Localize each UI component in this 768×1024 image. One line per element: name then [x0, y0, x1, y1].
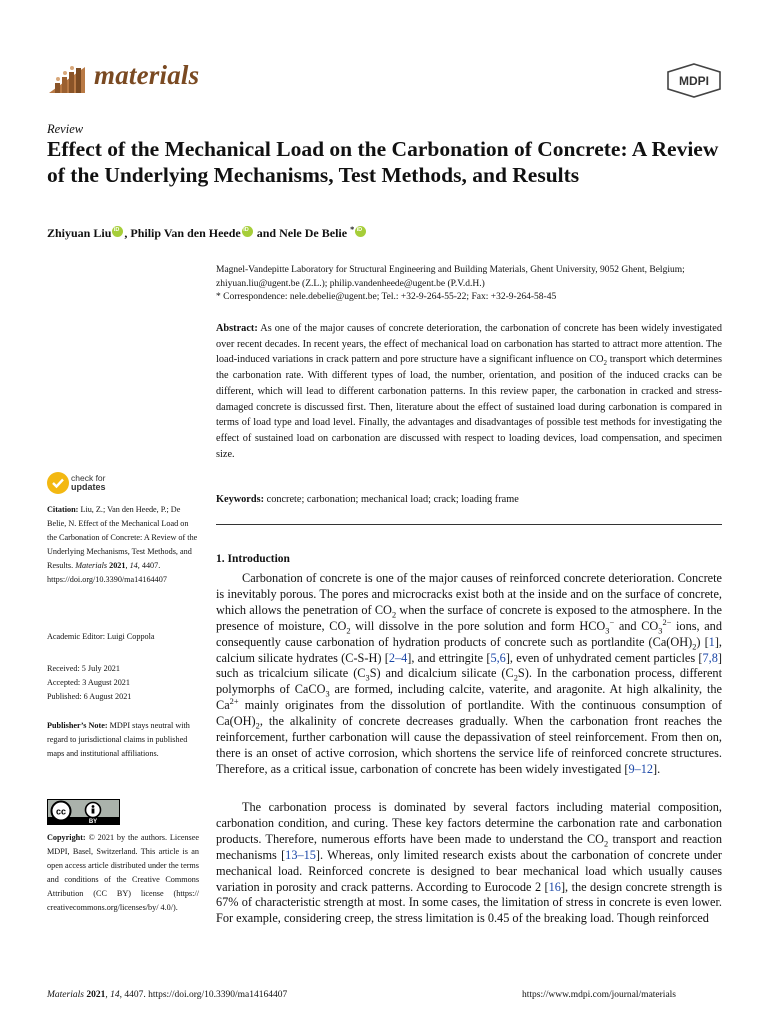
publication-dates: [47, 662, 199, 704]
citation-label: Citation:: [47, 505, 79, 514]
author-name[interactable]: Philip Van den Heede: [130, 226, 241, 240]
corresponding-marker: *: [350, 225, 355, 234]
section-heading-introduction: 1. Introduction: [216, 553, 290, 565]
citation: Citation: Liu, Z.; Van den Heede, P.; De Belie, N. Effect of the Mechanical Load on the Carbonation of Concrete: A Review of the Underlying Mechanisms, Test Methods, and Results. Materials 2021, 14, 4407. https://doi.org/10.3390/ma14164407: [47, 505, 198, 584]
abstract-text: As one of the major causes of concrete deterioration, the carbonation of concrete has been widely investigated over recent decades. In recent years, the effect of mechanical load on carbonation has started to attract more attention. The load-induced variations in crack pattern and pore structure have a significant influence on CO: [216, 323, 722, 366]
orcid-icon[interactable]: [112, 226, 123, 237]
check-for-updates-badge[interactable]: [47, 472, 127, 494]
citation-doi[interactable]: , 4407. https://doi.org/10.3390/ma14164407: [47, 560, 167, 584]
accepted-date: Accepted: 3 August 2021: [47, 677, 130, 687]
journal-name: materials: [94, 60, 200, 90]
footer-journal-url[interactable]: https://www.mdpi.com/journal/materials: [522, 990, 676, 1000]
keywords-label: Keywords:: [216, 494, 265, 505]
author-list: [47, 226, 367, 241]
section-divider: [216, 524, 722, 525]
body-paragraph: The carbonation process is dominated by several factors including material composition, carbonation condition, and curing. These key factors determine the carbonation rate and carbonation products. Therefore, numerous efforts have been made to understand the $CO_2$ transport and reaction mechanisms [13–15]. Whereas, only limited research exists about the carbonation of concrete under mechanical load. Reinforced concrete is designed to bear mechanical load which usually causes variation in porosity and crack patterns. According to Eurocode 2 [16], the design concrete strength is 67% of characteristic strength at most. In some cases, the limitation of stress in concrete is even lower. For example, considering creep, the stress limitation is 0.45 of the breaking load. Though reinforced: [216, 800, 722, 926]
cc-icon: cc: [55, 806, 67, 817]
abstract: Abstract: As one of the major causes of concrete deterioration, the carbonation of concrete has been widely investigated over recent decades. In recent years, the effect of mechanical load on carbonation has started to attract more attention. The load-induced variations in crack pattern and pore structure have a significant influence on $CO_2$ transport which determines the carbonation rate. With different types of load, the number, orientation, and position of the induced cracks can be different, which will lead to different carbonation patterns. In this review paper, the carbonation in cracked and stress-damaged concrete is discussed first. Then, literature about the effect of sustained load during carbonation is compared in terms of load type and load level. Finally, the advantages and disadvantages of possible test methods for investigating the effect of sustained load on carbonation are discussed with respect to loading devices, load compensation, and specimen size.: [216, 323, 722, 460]
citation-year: 2021: [109, 560, 126, 570]
author-separator: ,: [124, 226, 131, 240]
citation-text: Liu, Z.; Van den Heede, P.; De Belie, N. Effect of the Mechanical Load on the Carbonation of Concrete: A Review of the Underlying Mechanisms, Test Methods, and Results.: [47, 505, 198, 570]
author-separator: and: [253, 226, 280, 240]
abstract-text: transport which determines the carbonation rate. With different types of load, the number, orientation, and position of the induced cracks can be different, which will lead to different carbonation patterns. In this review paper, the carbonation in cracked and stress-damaged concrete is discussed first. Then, literature about the effect of sustained load during carbonation is compared in terms of load type and load level. Finally, the advantages and disadvantages of possible test methods for investigating the effect of sustained load on carbonation are discussed with respect to loading devices, load compensation, and specimen size.: [216, 354, 722, 460]
affiliation: Magnel-Vandepitte Laboratory for Structural Engineering and Building Materials, Ghent University, 9052 Ghent, Belgium; zhiyuan.liu@ugent.be (Z.L.); philip.vandenheede@ugent.be (P.V.d.H.): [216, 265, 685, 289]
copyright-label: Copyright:: [47, 833, 86, 842]
footer-doi-link[interactable]: , 4407. https://doi.org/10.3390/ma14164407: [119, 990, 288, 1000]
author-name[interactable]: Nele De Belie: [279, 226, 348, 240]
check-updates-line2: updates: [71, 482, 106, 492]
cc-by-text: BY: [88, 819, 98, 824]
citation-link[interactable]: 13–15: [285, 847, 316, 862]
orcid-icon[interactable]: [355, 226, 366, 237]
publisher-note: [47, 719, 199, 761]
keywords-text: concrete; carbonation; mechanical load; crack; loading frame: [266, 494, 519, 505]
citation-link[interactable]: 2–4: [388, 650, 408, 665]
orcid-icon[interactable]: [242, 226, 253, 237]
body-paragraph: Carbonation of concrete is one of the major causes of reinforced concrete deterioration. Concrete is inevitably porous. The pores and microcracks exist both at the inside and on the surface of concrete, which allows the penetration of $CO_2$ when the surface of concrete is exposed to the atmosphere. In the presence of moisture, $CO_2$ will dissolve in the pore solution and form $HCO_3^-$ and $CO_3^{2-}$ ions, and consequently cause carbonation of hydration products of concrete such as portlandite $(Ca(OH)_2)$ [1], calcium silicate hydrates (C-S-H) [2–4], and ettringite [5,6], even of unhydrated cement particles [7,8] such as tricalcium silicate $(C_3S)$ and dicalcium silicate $(C_2S)$. In the carbonation process, different polymorphs of CaCO$_3$ are formed, including calcite, vaterite, and aragonite. At high alkalinity, the $Ca^{2+}$ mainly originates from the dissolution of portlandite. With the continuous consumption of $Ca(OH)_2$, the alkalinity of concrete decreases gradually. When the carbonation front reaches the reinforcement, further carbonation will cause the depassivation of steel reinforcement. From then on, there is an onset of active corrosion, which shortens the service life of reinforced concrete structures. Therefore, as a critical issue, carbonation of concrete has been widely investigated [9–12].: [216, 571, 722, 776]
citation-journal: Materials: [75, 560, 108, 570]
abstract-label: Abstract:: [216, 323, 258, 334]
citation-link[interactable]: 1: [708, 634, 715, 649]
publisher-note-text: MDPI stays neutral with regard to jurisdictional claims in published maps and institutional affiliations.: [47, 721, 190, 758]
copyright: [47, 831, 199, 914]
academic-editor: Academic Editor: Luigi Coppola: [47, 632, 155, 641]
keywords: [216, 493, 722, 507]
citation-link[interactable]: 9–12: [628, 761, 654, 776]
copyright-text: © 2021 by the authors. Licensee MDPI, Basel, Switzerland. This article is an open access article distributed under the terms and conditions of the Creative Commons Attribution (CC BY) license (https:// creativecommons.org/licenses/by/ 4.0/).: [47, 833, 200, 912]
citation-link[interactable]: 5,6: [490, 650, 506, 665]
citation-volume: 14: [129, 560, 138, 570]
received-date: Received: 5 July 2021: [47, 664, 120, 673]
article-type: Review: [47, 122, 84, 136]
mdpi-logo: [666, 63, 722, 98]
footer-citation: Materials 2021, 14, 4407. https://doi.org/10.3390/ma14164407: [47, 990, 288, 1000]
citation-link[interactable]: 16: [548, 879, 561, 894]
publisher-note-label: Publisher’s Note:: [47, 721, 108, 730]
check-updates-line1: check for: [71, 473, 106, 483]
check-updates-icon: [47, 472, 69, 494]
published-date: Published: 6 August 2021: [47, 691, 132, 701]
correspondence: * Correspondence: nele.debelie@ugent.be; Tel.: +32-9-264-55-22; Fax: +32-9-264-58-45: [216, 292, 557, 302]
journal-logo: [47, 57, 87, 97]
cc-by-license-badge[interactable]: [47, 799, 120, 825]
citation-link[interactable]: 7,8: [702, 650, 718, 665]
article-title: Effect of the Mechanical Load on the Carbonation of Concrete: A Review of the Underlying Mechanisms, Test Methods, and Results: [47, 137, 719, 187]
publisher-logo-text: MDPI: [679, 74, 709, 88]
author-name[interactable]: Zhiyuan Liu: [47, 226, 112, 240]
